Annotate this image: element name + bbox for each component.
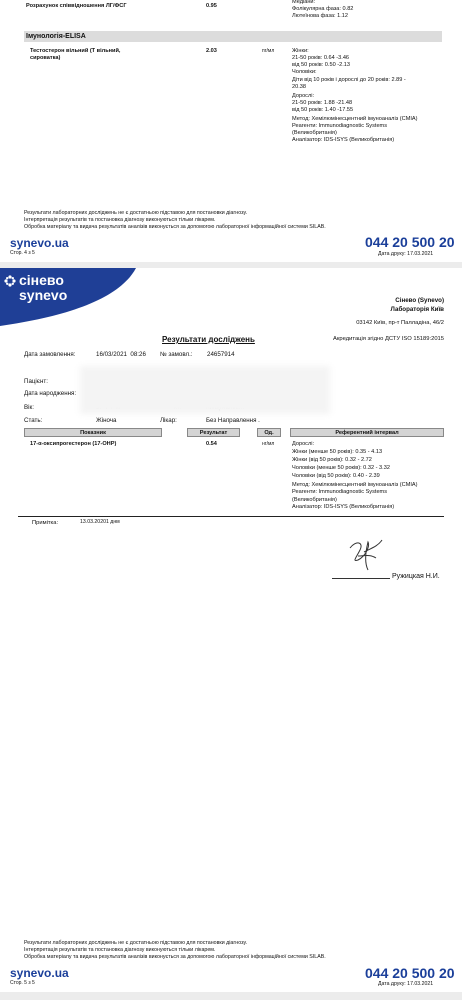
- divider: [18, 516, 444, 517]
- signature-line: [332, 578, 390, 579]
- disclaimer-line: Результати лабораторних досліджень не є достатньою підставою для постановки діагнозу.: [24, 210, 248, 216]
- table-header-cell: Од.: [257, 428, 281, 437]
- ref-line: від 50 років: 0.50 -2.13: [292, 62, 350, 68]
- section-title: Імунологія-ELISA: [26, 33, 86, 40]
- note-label: Примітка:: [32, 520, 59, 526]
- sex-label: Стать:: [24, 417, 43, 424]
- ref-line: Фолікулярна фаза: 0.82: [292, 6, 354, 12]
- ref-line: Аналізатор: IDS-ISYS (Великобританія): [292, 137, 395, 143]
- signature-image: [344, 536, 386, 574]
- note-value: 13.03.20201 днм: [80, 519, 120, 525]
- footer-phone: 044 20 500 20: [365, 965, 455, 981]
- patient-label: Пацієнт:: [24, 378, 48, 385]
- test-name: [30, 48, 120, 62]
- test-result: 0.54: [206, 441, 217, 447]
- footer-phone: 044 20 500 20: [365, 234, 455, 250]
- sex-value: Жіноча: [96, 417, 117, 424]
- section-header: [24, 31, 442, 42]
- logo-text-cyrillic: сінево: [19, 272, 64, 288]
- test-result: 2.03: [206, 48, 217, 54]
- logo-text-latin: synevo: [19, 287, 68, 303]
- birth-date-label: Дата народження:: [24, 390, 77, 397]
- footer-page-number: Стор. 5 з 5: [10, 980, 35, 986]
- footer-print-date: Дата друку: 17.03.2021: [378, 981, 434, 987]
- table-header-cell: Результат: [187, 428, 240, 437]
- report-page-5: [0, 268, 462, 992]
- reference-interval: [292, 441, 418, 511]
- table-header-cell: Референтний інтервал: [290, 428, 444, 437]
- ref-line: Діти від 10 років і дорослі до 20 років: 2.89 -: [292, 77, 406, 83]
- test-name: Розрахунок співвідношення ЛГ/ФСГ: [26, 3, 127, 9]
- ref-line: Аналізатор: IDS-ISYS (Великобританія): [292, 504, 395, 510]
- disclaimer-line: Обробка матеріалу та видача результатів аналізів виконується за допомогою лабораторної інформаційної системи SILAB.: [24, 224, 326, 230]
- footer-print-date: Дата друку: 17.03.2021: [378, 251, 434, 257]
- ref-line: Метод: Хемілюмінесцентний імуноаналіз (CMIA): [292, 116, 418, 122]
- ref-line: Жінки (від 50 років): 0.32 - 2.72: [292, 457, 372, 463]
- ref-line: (Великобританія): [292, 497, 337, 503]
- ref-line: Медіани:: [292, 0, 316, 5]
- test-unit: нг/мл: [262, 441, 275, 447]
- lab-address: 03142 Київ, пр-т Палладіна, 46/2: [356, 320, 444, 326]
- doctor-label: Лікар:: [160, 417, 177, 424]
- ref-line: 21-50 років: 0.64 -3.46: [292, 55, 350, 61]
- ref-line: (Великобританія): [292, 130, 337, 136]
- test-name-line: Тестостерон вільний (Т вільний,: [30, 48, 121, 54]
- ref-line: Чоловіки (менше 50 років): 0.32 - 3.32: [292, 465, 390, 471]
- ref-line: Чоловіки:: [292, 69, 317, 75]
- order-number-value: 24657914: [207, 351, 235, 358]
- ref-line: Дорослі:: [292, 93, 315, 99]
- ref-line: Реагенти: Immunodiagnostic Systems: [292, 489, 388, 495]
- ref-line: Жінки:: [292, 48, 309, 54]
- doctor-value: Без Направлення .: [206, 417, 260, 424]
- ref-line: Метод: Хемілюмінесцентний імуноаналіз (CMIA): [292, 482, 418, 488]
- disclaimer-line: Обробка матеріалу та видача результатів аналізів виконується за допомогою лабораторної інформаційної системи SILAB.: [24, 954, 326, 960]
- age-label: Вік:: [24, 404, 34, 411]
- table-header-cell: Показник: [24, 428, 162, 437]
- order-number-label: № замовл.:: [160, 351, 193, 358]
- ref-line: Лютеїнова фаза: 1.12: [292, 13, 349, 19]
- lab-name: Сінево (Synevo): [395, 297, 444, 304]
- disclaimer: [24, 940, 326, 961]
- ref-line: Реагенти: Immunodiagnostic Systems: [292, 123, 388, 129]
- logo-flower-icon: [4, 275, 16, 287]
- test-result: 0.95: [206, 3, 217, 9]
- disclaimer-line: Інтерпретація результатів та постановка діагнозу виконуються тільки лікарем.: [24, 217, 216, 223]
- ref-line: 21-50 років: 1.88 -21.48: [292, 100, 353, 106]
- lab-branch: Лабораторія Київ: [390, 306, 444, 313]
- disclaimer-line: Інтерпретація результатів та постановка діагнозу виконуються тільки лікарем.: [24, 947, 216, 953]
- lab-accreditation: Акредитація згідно ДСТУ ISO 15189:2015: [333, 336, 444, 342]
- signer-name: Ружицкая Н.И.: [392, 573, 440, 580]
- disclaimer-line: Результати лабораторних досліджень не є достатньою підставою для постановки діагнозу.: [24, 940, 248, 946]
- test-name-line: сироватка): [30, 55, 61, 61]
- reference-interval: [292, 0, 353, 20]
- footer-site: synevo.ua: [10, 236, 69, 250]
- disclaimer: [24, 210, 326, 231]
- ref-line: від 50 років: 1.40 -17.55: [292, 107, 354, 113]
- order-date-label: Дата замовлення:: [24, 351, 76, 358]
- test-unit: пг/мл: [262, 48, 275, 54]
- redacted-patient-info: [80, 366, 330, 414]
- ref-line: Дорослі:: [292, 441, 315, 447]
- report-page-4: [0, 0, 462, 262]
- test-name: 17-α-оксипрогестерон (17-OHP): [30, 441, 117, 447]
- page-title: Результати досліджень: [162, 335, 255, 344]
- order-date-value: 16/03/2021 08:26: [96, 351, 146, 358]
- ref-line: Жінки (менше 50 років): 0.35 - 4.13: [292, 449, 383, 455]
- footer-site: synevo.ua: [10, 966, 69, 980]
- ref-line: 20.38: [292, 84, 306, 90]
- reference-interval: [292, 48, 418, 144]
- ref-line: Чоловіки (від 50 років): 0.40 - 2.39: [292, 473, 380, 479]
- footer-page-number: Стор. 4 з 5: [10, 250, 35, 256]
